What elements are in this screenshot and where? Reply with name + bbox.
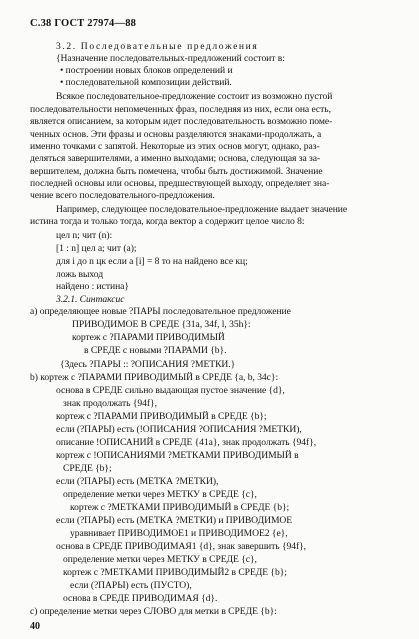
code-line: найдено : истина} — [56, 280, 129, 292]
rule-line: определение метки через МЕТКУ в СРЕДЕ {c}, — [63, 554, 257, 565]
paragraph-line: является описанием, за которым идет последовательность возможно поме- — [30, 115, 333, 127]
code-line: ложь выход — [56, 268, 104, 280]
rule-line: b) кортеж с ?ПАРАМИ ПРИВОДИМЫЙ в СРЕДЕ {a, b, 34c}: — [30, 371, 279, 383]
paragraph-line: Всякое последовательное-предложение состоит из возможно пустой — [56, 91, 333, 103]
rule-line: СРЕДЕ {b}; — [63, 462, 112, 474]
paragraph-line: деляться завершителями, а именно выходами; основа, следующая за за- — [30, 152, 321, 164]
rule-line: описание !ОПИСАНИЙ в СРЕДЕ {41a}, знак продолжать {94f}, — [56, 436, 317, 448]
rule-line: основа в СРЕДЕ ПРИВОДИМАЯ1 {d}, знак завершить {94f}, — [56, 541, 307, 552]
rule-line: уравнивает ПРИВОДИМОЕ1 и ПРИВОДИМОЕ2 {e}, — [70, 528, 288, 539]
rule-line: ПРИВОДИМОЕ В СРЕДЕ {31a, 34f, l, 35h}: — [72, 319, 251, 330]
rule-line: кортеж с ?ПАРАМИ ПРИВОДИМЫЙ в СРЕДЕ {b}; — [56, 410, 267, 422]
text-line: {Назначение последовательных-предложений состоит в: — [56, 53, 285, 65]
code-line: для i до n цк если a [i] = 8 то на найдено все кц; — [56, 255, 248, 267]
rule-line: c) определение метки через СЛОВО для метки в СРЕДЕ {b}: — [30, 606, 277, 617]
bullet-item: • построении новых блоков определений и — [60, 65, 233, 77]
rule-line: кортеж с !ОПИСАНИЯМИ ?МЕТКАМИ ПРИВОДИМЫЙ в — [56, 449, 299, 461]
rule-line: {Здесь ?ПАРЫ :: ?ОПИСАНИЯ ?МЕТКИ.} — [60, 358, 236, 370]
paragraph-line: Например, следующее последовательное-предложение выдает значение — [56, 203, 348, 215]
rule-line: если (?ПАРЫ) есть (МЕТКА ?МЕТКИ) и ПРИВОДИМОЕ — [56, 515, 293, 526]
running-header: С.38 ГОСТ 27974—88 — [30, 18, 137, 29]
paragraph-line: истина тогда и только тогда, когда вектор a содержит целое число 8: — [30, 215, 305, 227]
subsection-heading: 3.2.1. Синтаксис — [56, 293, 125, 305]
paragraph-line: чение всего последовательного-предложения. — [30, 189, 215, 201]
paragraph-line: именно точками с запятой. Некоторые из этих основ могут, однако, раз- — [30, 140, 320, 152]
rule-line: a) определяющее новые ?ПАРЫ последовательное предложение — [30, 306, 291, 317]
paragraph-line: ченных основ. Эти фразы и основы разделяются знаками-продолжать, а — [30, 128, 322, 140]
bullet-item: • последовательной композиции действий. — [60, 77, 232, 89]
rule-line: если (?ПАРЫ) есть (МЕТКА ?МЕТКИ), — [56, 475, 219, 487]
rule-line: если (?ПАРЫ) есть (ПУСТО), — [70, 580, 192, 591]
code-line: [1 : n] цел a; чит (a); — [56, 242, 137, 254]
rule-line: определение метки через МЕТКУ в СРЕДЕ {c}, — [63, 489, 257, 500]
paragraph-line: последовательности непомеченных фраз, последняя из них, если она есть, — [30, 103, 331, 115]
paragraph-line: последней основы или основы, предшествующей выходу, определяет зна- — [30, 177, 330, 189]
rule-line: знак продолжать {94f}, — [63, 397, 157, 409]
page-number: 40 — [30, 620, 40, 632]
rule-line: в СРЕДЕ с новыми ?ПАРАМИ {b}. — [84, 345, 227, 356]
section-heading: 3.2. Последовательные предложения — [56, 41, 259, 53]
rule-line: кортеж с ?МЕТКАМИ ПРИВОДИМЫЙ в СРЕДЕ {b}; — [70, 502, 290, 513]
paragraph-line: вершителем, должна быть помечена, чтобы быть достижимой. Значение — [30, 165, 323, 177]
rule-line: кортеж с ?ПАРАМИ ПРИВОДИМЫЙ — [72, 332, 225, 343]
code-line: цел n; чит (n): — [56, 229, 113, 241]
rule-line: кортеж с ?МЕТКАМИ ПРИВОДИМЫЙ2 в СРЕДЕ {b}; — [63, 567, 287, 578]
rule-line: основа в СРЕДЕ ПРИВОДИМАЯ {d}. — [63, 593, 218, 604]
rule-line: основа в СРЕДЕ сильно выдающая пустое значение {d}, — [56, 384, 285, 396]
rule-line: если (?ПАРЫ) есть (!ОПИСАНИЯ ?ОПИСАНИЯ ?МЕТКИ), — [56, 423, 302, 435]
